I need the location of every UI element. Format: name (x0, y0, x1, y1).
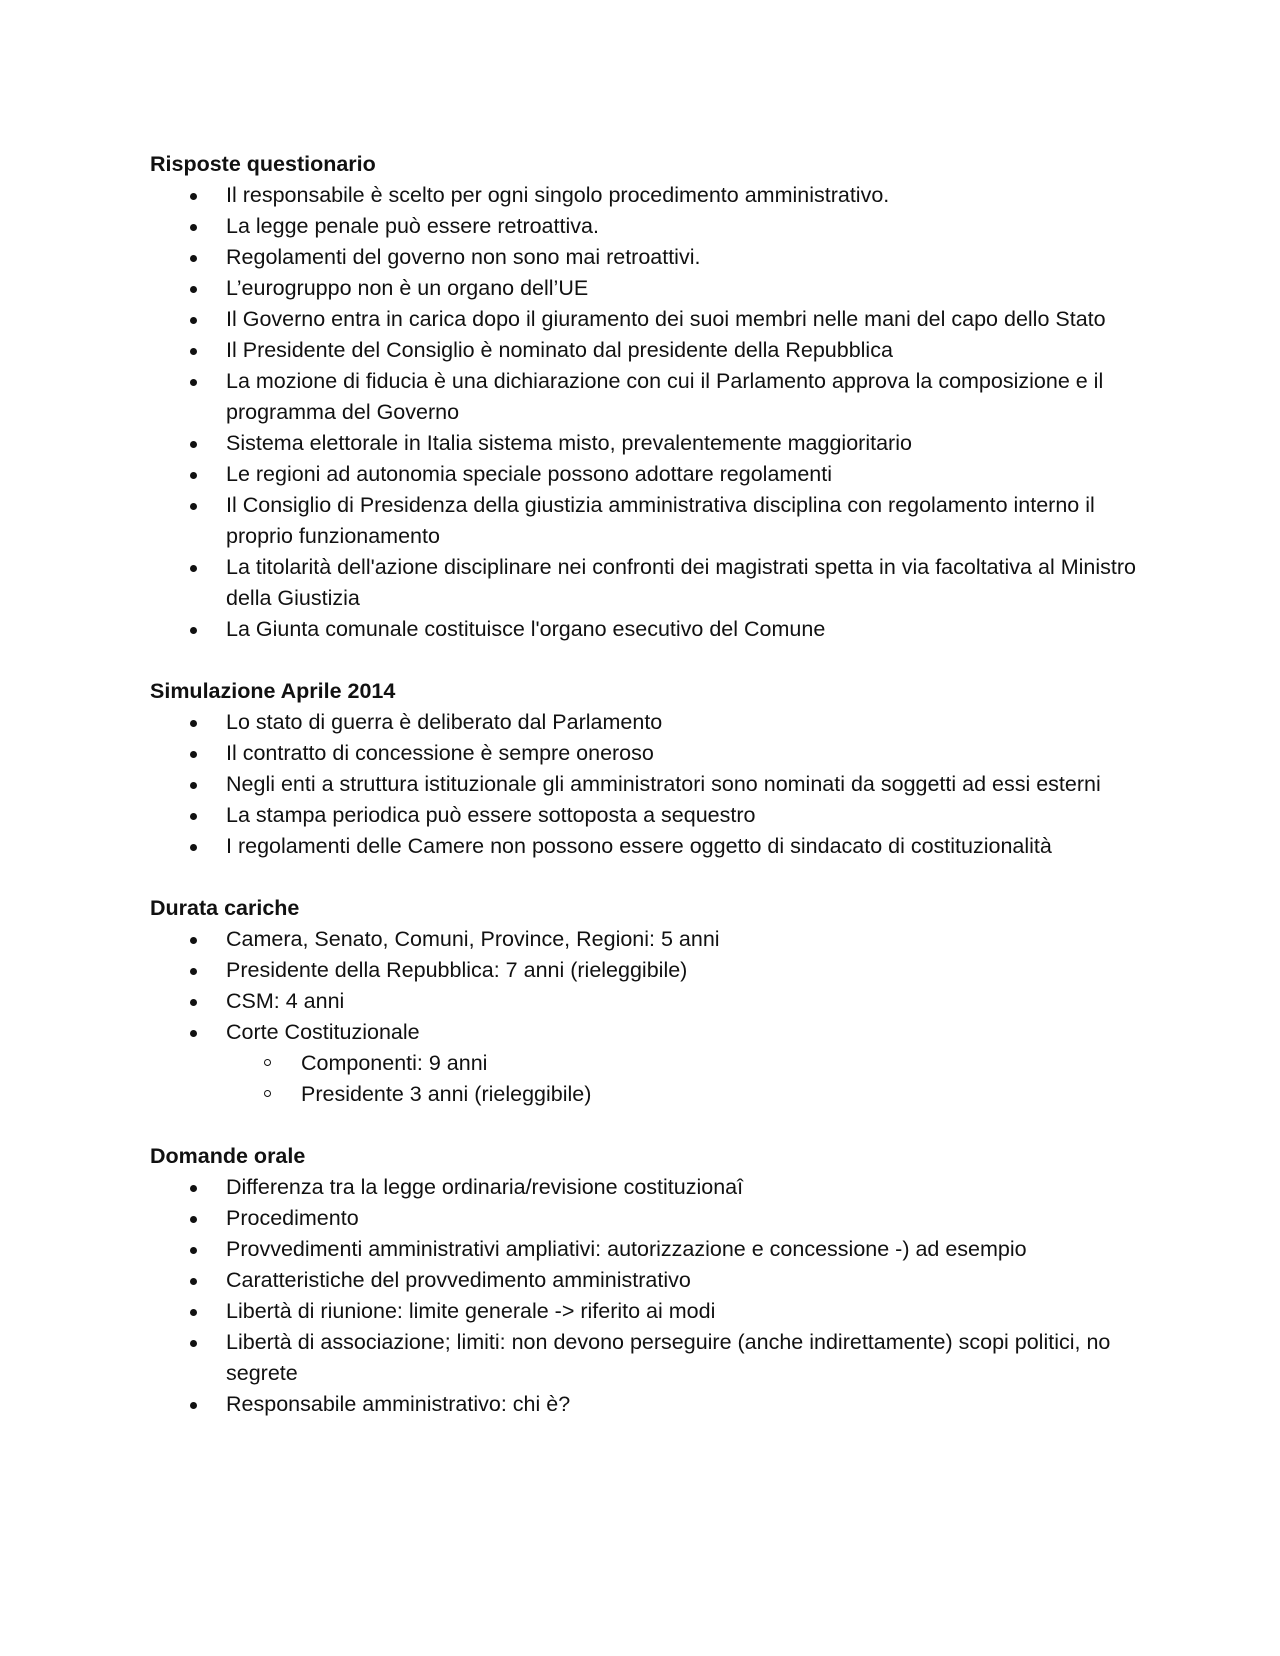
list-item: Caratteristiche del provvedimento amministrativo (150, 1265, 1150, 1296)
list-item: Provvedimenti amministrativi ampliativi: autorizzazione e concessione -) ad esempio (150, 1234, 1150, 1265)
list-item: Regolamenti del governo non sono mai retroattivi. (150, 242, 1150, 273)
list-item: I regolamenti delle Camere non possono essere oggetto di sindacato di costituzionalità (150, 831, 1150, 862)
document-page (150, 149, 1150, 1451)
sub-list-item: Presidente 3 anni (rieleggibile) (150, 1079, 1150, 1110)
list-item: La titolarità dell'azione disciplinare nei confronti dei magistrati spetta in via facoltativa al Ministro della Giustizia (150, 552, 1150, 614)
list-item: Il responsabile è scelto per ogni singolo procedimento amministrativo. (150, 180, 1150, 211)
section-durata-cariche (150, 893, 1150, 1110)
list-item: Libertà di associazione; limiti: non devono perseguire (anche indirettamente) scopi politici, no segrete (150, 1327, 1150, 1389)
section-heading: Durata cariche (150, 896, 300, 920)
list-item: Il Consiglio di Presidenza della giustizia amministrativa disciplina con regolamento interno il proprio funzionamento (150, 490, 1150, 552)
bullet-list (150, 924, 1150, 1048)
section-domande-orale (150, 1141, 1150, 1420)
section-heading: Risposte questionario (150, 152, 376, 176)
list-item: Il contratto di concessione è sempre oneroso (150, 738, 1150, 769)
sub-list-item: Componenti: 9 anni (150, 1048, 1150, 1079)
list-item: Presidente della Repubblica: 7 anni (rieleggibile) (150, 955, 1150, 986)
list-item: La mozione di fiducia è una dichiarazione con cui il Parlamento approva la composizione e il programma del Governo (150, 366, 1150, 428)
list-item: La stampa periodica può essere sottoposta a sequestro (150, 800, 1150, 831)
section-simulazione-aprile-2014 (150, 676, 1150, 862)
list-item: La legge penale può essere retroattiva. (150, 211, 1150, 242)
list-item: Corte Costituzionale (150, 1017, 1150, 1048)
bullet-list (150, 707, 1150, 862)
list-item: Responsabile amministrativo: chi è? (150, 1389, 1150, 1420)
list-item: Sistema elettorale in Italia sistema misto, prevalentemente maggioritario (150, 428, 1150, 459)
list-item: Camera, Senato, Comuni, Province, Regioni: 5 anni (150, 924, 1150, 955)
bullet-list (150, 180, 1150, 645)
list-item: Libertà di riunione: limite generale -> riferito ai modi (150, 1296, 1150, 1327)
list-item: CSM: 4 anni (150, 986, 1150, 1017)
section-heading: Domande orale (150, 1144, 306, 1168)
list-item: Negli enti a struttura istituzionale gli amministratori sono nominati da soggetti ad essi esterni (150, 769, 1150, 800)
bullet-list (150, 1172, 1150, 1420)
list-item: La Giunta comunale costituisce l'organo esecutivo del Comune (150, 614, 1150, 645)
section-heading: Simulazione Aprile 2014 (150, 679, 396, 703)
section-risposte-questionario (150, 149, 1150, 645)
list-item: Le regioni ad autonomia speciale possono adottare regolamenti (150, 459, 1150, 490)
list-item: Differenza tra la legge ordinaria/revisione costituzionaî (150, 1172, 1150, 1203)
sub-bullet-list (150, 1048, 1150, 1110)
list-item: Il Governo entra in carica dopo il giuramento dei suoi membri nelle mani del capo dello Stato (150, 304, 1150, 335)
list-item: Lo stato di guerra è deliberato dal Parlamento (150, 707, 1150, 738)
list-item: Procedimento (150, 1203, 1150, 1234)
list-item: L’eurogruppo non è un organo dell’UE (150, 273, 1150, 304)
list-item: Il Presidente del Consiglio è nominato dal presidente della Repubblica (150, 335, 1150, 366)
